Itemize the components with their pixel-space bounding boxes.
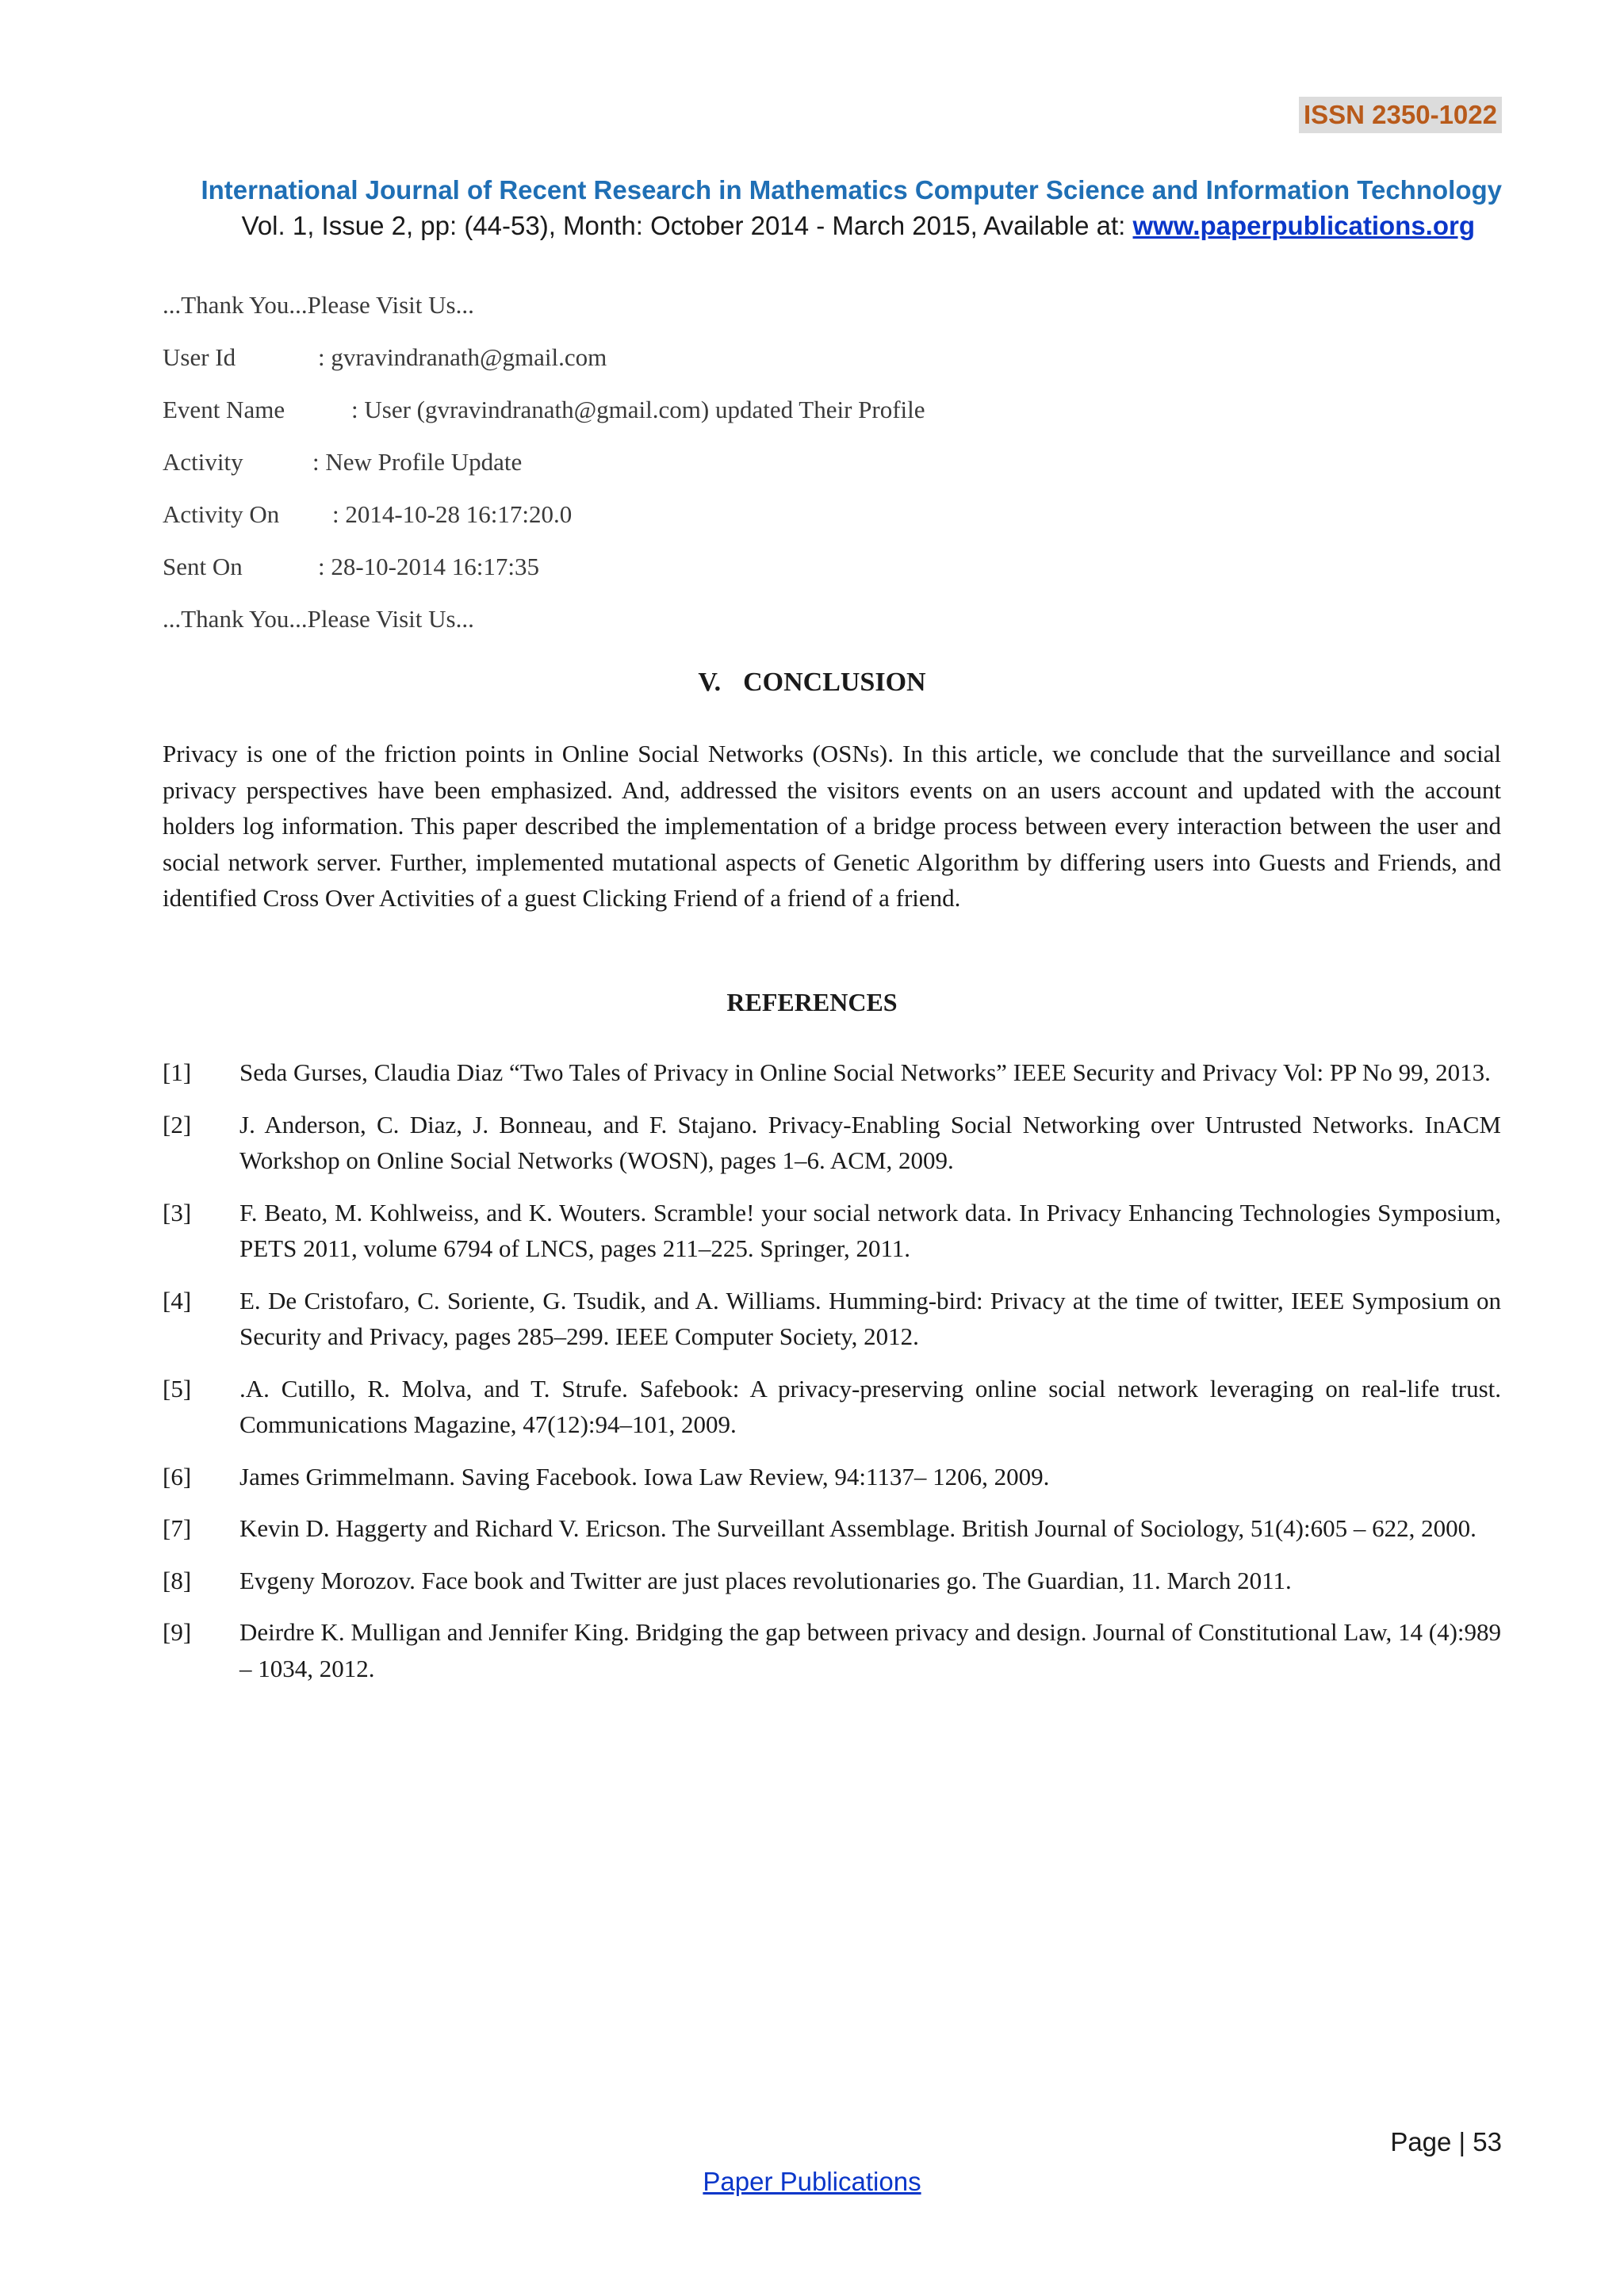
- reference-item: [163, 1371, 1501, 1443]
- reference-text: James Grimmelmann. Saving Facebook. Iowa Law Review, 94:1137– 1206, 2009.: [239, 1462, 1050, 1490]
- reference-number: [9]: [163, 1618, 192, 1646]
- reference-item: [163, 1107, 1501, 1179]
- email-row-value: : New Profile Update: [312, 448, 523, 476]
- reference-number: [8]: [163, 1566, 192, 1594]
- reference-item: [163, 1459, 1501, 1495]
- thank-you-text: ...Thank You...Please Visit Us...: [163, 291, 474, 319]
- reference-text: Seda Gurses, Claudia Diaz “Two Tales of Privacy in Online Social Networks” IEEE Security and Privacy Vol: PP No 99, 2013.: [239, 1058, 1491, 1086]
- reference-item: [163, 1614, 1501, 1686]
- reference-item: [163, 1283, 1501, 1355]
- conclusion-paragraph: Privacy is one of the friction points in Online Social Networks (OSNs). In this article, we conclude that the surveillance and social privacy perspectives have been emphasized. And, addressed the visitors events on an users account and updated with the account holders log information. This paper described the implementation of a bridge process between every interaction between the user and social network server. Further, implemented mutational aspects of Genetic Algorithm by differing users into Guests and Friends, and identified Cross Over Activities of a guest Clicking Friend of a friend of a friend.: [163, 740, 1501, 912]
- reference-text: Deirdre K. Mulligan and Jennifer King. Bridging the gap between privacy and design. Journal of Constitutional Law, 14 (4):989 – 1034, 2012.: [239, 1618, 1501, 1682]
- reference-number: [4]: [163, 1286, 192, 1314]
- journal-info-text: Vol. 1, Issue 2, pp: (44-53), Month: October 2014 - March 2015, Available at:: [241, 211, 1133, 240]
- email-row-value: : gvravindranath@gmail.com: [318, 343, 607, 371]
- reference-text: Evgeny Morozov. Face book and Twitter are just places revolutionaries go. The Guardian, 11. March 2011.: [239, 1566, 1292, 1594]
- journal-title: International Journal of Recent Research in Mathematics Computer Science and Information Technology: [201, 175, 1502, 205]
- reference-text: .A. Cutillo, R. Molva, and T. Strufe. Safebook: A privacy-preserving online social network leveraging on real-life trust. Communications Magazine, 47(12):94–101, 2009.: [239, 1374, 1501, 1438]
- email-row-label: Event Name: [163, 396, 285, 423]
- page-number: Page | 53: [1390, 2127, 1502, 2156]
- conclusion-heading: [0, 664, 1624, 701]
- reference-number: [6]: [163, 1462, 192, 1490]
- references-heading: REFERENCES: [726, 988, 898, 1016]
- reference-number: [7]: [163, 1514, 192, 1542]
- reference-item: [163, 1563, 1501, 1599]
- footer: [0, 2164, 1624, 2199]
- email-row-value: : 2014-10-28 16:17:20.0: [332, 500, 573, 528]
- reference-text: F. Beato, M. Kohlweiss, and K. Wouters. Scramble! your social network data. In Privacy Enhancing Technologies Symposium, PETS 2011, volume 6794 of LNCS, pages 211–225. Springer, 2011.: [239, 1198, 1501, 1262]
- email-row-label: Activity: [163, 448, 243, 476]
- section-number: V.: [698, 668, 722, 697]
- journal-website-link[interactable]: www.paperpublications.org: [1132, 211, 1475, 240]
- reference-number: [5]: [163, 1374, 192, 1402]
- reference-item: [163, 1195, 1501, 1267]
- references-list: [163, 1054, 1501, 1702]
- reference-text: Kevin D. Haggerty and Richard V. Ericson. The Surveillant Assemblage. British Journal of Sociology, 51(4):605 – 622, 2000.: [239, 1514, 1477, 1542]
- reference-text: E. De Cristofaro, C. Soriente, G. Tsudik, and A. Williams. Humming-bird: Privacy at the time of twitter, IEEE Symposium on Security and Privacy, pages 285–299. IEEE Computer Society, 2012.: [239, 1286, 1501, 1350]
- thank-you-text: ...Thank You...Please Visit Us...: [163, 605, 474, 633]
- section-title: CONCLUSION: [743, 668, 926, 697]
- reference-number: [3]: [163, 1198, 192, 1226]
- email-row-label: Activity On: [163, 500, 280, 528]
- email-row-label: User Id: [163, 343, 236, 371]
- journal-info: [242, 209, 1475, 243]
- issn-badge: ISSN 2350-1022: [1299, 97, 1502, 133]
- email-row-value: : 28-10-2014 16:17:35: [318, 553, 539, 580]
- reference-item: [163, 1054, 1501, 1091]
- reference-number: [1]: [163, 1058, 192, 1086]
- reference-item: [163, 1510, 1501, 1547]
- reference-number: [2]: [163, 1110, 192, 1138]
- email-row-label: Sent On: [163, 553, 243, 580]
- email-row-value: : User (gvravindranath@gmail.com) updated Their Profile: [351, 396, 925, 423]
- reference-text: J. Anderson, C. Diaz, J. Bonneau, and F. Stajano. Privacy-Enabling Social Networking over Untrusted Networks. InACM Workshop on Online Social Networks (WOSN), pages 1–6. ACM, 2009.: [239, 1110, 1501, 1174]
- publisher-link[interactable]: Paper Publications: [703, 2167, 921, 2196]
